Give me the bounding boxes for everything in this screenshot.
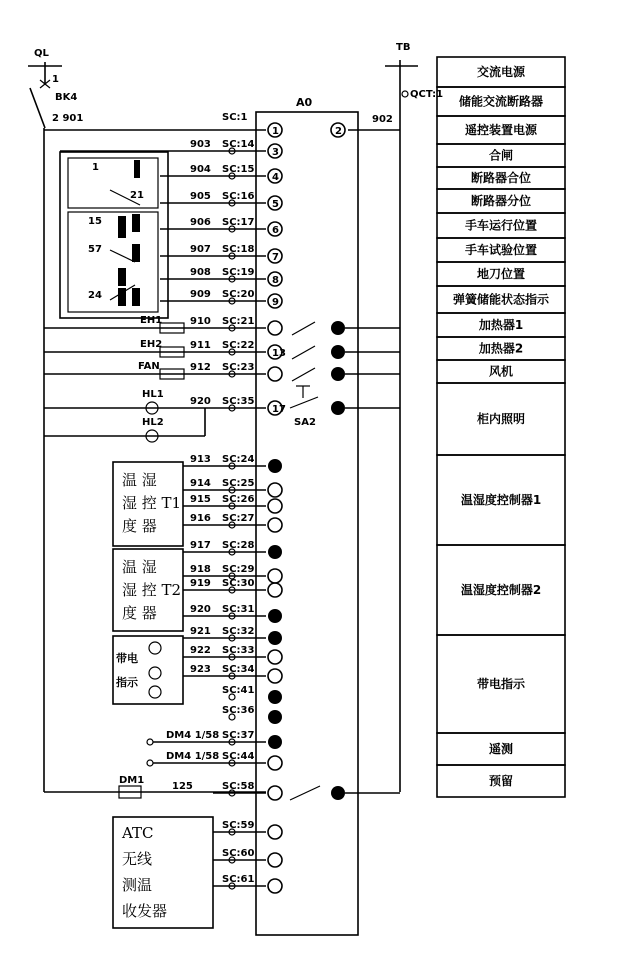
terminal-label: SC:17	[222, 217, 255, 228]
legend-label: 手车试验位置	[464, 243, 538, 257]
pin-number: 5	[272, 199, 279, 210]
left-fuse-label: QL	[34, 48, 49, 59]
terminal-pin	[268, 756, 282, 770]
heater1-label: EH1	[140, 315, 163, 326]
pin-number: 17	[272, 404, 286, 415]
terminal-label: SC:37	[222, 730, 255, 741]
legend-label: 弹簧储能状态指示	[452, 292, 550, 307]
terminal-label: SC:59	[222, 820, 255, 831]
terminal-label: SC:19	[222, 267, 255, 278]
heaters-fan-lamps	[138, 315, 316, 442]
wire-number: 914	[190, 478, 211, 489]
terminal-label: SC:35	[222, 396, 255, 407]
wire-number: 921	[190, 626, 211, 637]
humidity-controller-2	[113, 549, 183, 631]
right-fuse-ref: QCT:1	[410, 89, 444, 100]
legend-label: 遥测	[488, 742, 514, 756]
dm-label: DM4 1/58	[166, 751, 220, 762]
legend-label: 温湿度控制器2	[460, 583, 542, 597]
terminal-label: SC:29	[222, 564, 255, 575]
terminal-pin	[268, 518, 282, 532]
terminal-label: SC:58	[222, 781, 255, 792]
terminal-label: SC:22	[222, 340, 255, 351]
controller-text: 度 器	[122, 517, 157, 535]
terminal-label: SC:44	[222, 751, 255, 762]
left-power-input	[28, 48, 83, 792]
terminal-label: SC:14	[222, 139, 255, 150]
terminal-label: SC:18	[222, 244, 255, 255]
terminal-pin	[268, 459, 282, 473]
atc-receiver-box	[113, 817, 213, 928]
legend-label: 地刀位置	[476, 267, 526, 281]
legend-label: 断路器分位	[470, 194, 532, 208]
switch-pin-bottom: 2 901	[52, 113, 84, 124]
wire-number: 920	[190, 604, 211, 615]
pin-number: 3	[272, 147, 279, 158]
legend-label: 柜内照明	[476, 412, 526, 426]
wire-number: 922	[190, 645, 211, 656]
controller-text: 湿 控 T2	[122, 581, 182, 599]
terminal-pin	[268, 650, 282, 664]
top-terminal-label: SC:1	[222, 112, 248, 123]
terminal-pin	[268, 735, 282, 749]
wire-number: 918	[190, 564, 211, 575]
legend-label: 预留	[488, 774, 514, 788]
legend-label: 合闸	[488, 148, 514, 163]
legend-label: 遥控装置电源	[464, 123, 538, 137]
atc-text: 收发器	[122, 902, 168, 920]
terminal-label: SC:33	[222, 645, 255, 656]
legend-label: 断路器合位	[470, 171, 532, 185]
controller-text: 度 器	[122, 604, 157, 622]
terminal-pin	[268, 367, 282, 381]
atc-text: 测温	[122, 876, 153, 894]
legend-label: 储能交流断路器	[458, 94, 544, 109]
dm-wire-label: 125	[172, 781, 193, 792]
dm-label: DM4 1/58	[166, 730, 220, 741]
wire-number: 907	[190, 244, 211, 255]
function-legend-table	[437, 57, 565, 797]
fan-label: FAN	[138, 361, 160, 372]
terminal-pin	[268, 825, 282, 839]
wire-number: 916	[190, 513, 211, 524]
indicator-text: 带电	[116, 652, 138, 665]
controller-text: 湿 控 T1	[122, 494, 182, 512]
terminal-label: SC:30	[222, 578, 255, 589]
wire-number: 919	[190, 578, 211, 589]
right-power-input	[348, 42, 443, 792]
terminal-pin	[268, 690, 282, 704]
dm-box-label: DM1	[119, 775, 145, 786]
terminal-label: SC:20	[222, 289, 255, 300]
pin-number: 1	[272, 126, 279, 137]
terminal-label: SC:32	[222, 626, 255, 637]
terminal-pin	[268, 499, 282, 513]
legend-label: 加热器2	[478, 341, 524, 356]
switch-pin-top: 1	[52, 74, 59, 85]
wire-number: 909	[190, 289, 211, 300]
terminal-pin	[268, 569, 282, 583]
atc-text: ATC	[122, 824, 154, 842]
terminal-label: SC:23	[222, 362, 255, 373]
terminal-label: SC:24	[222, 454, 255, 465]
auxiliary-contacts	[60, 152, 168, 318]
terminal-pin	[268, 609, 282, 623]
contact-label: 1	[92, 162, 99, 173]
terminal-pin	[268, 853, 282, 867]
wire-number: 917	[190, 540, 211, 551]
terminal-pin	[268, 545, 282, 559]
terminal-label: SC:15	[222, 164, 255, 175]
lamp1-label: HL1	[142, 389, 164, 400]
terminal-label: SC:34	[222, 664, 255, 675]
relay-contacts	[290, 321, 400, 800]
legend-label: 风机	[488, 364, 514, 379]
contact-label: 21	[130, 190, 144, 201]
terminal-label: SC:21	[222, 316, 255, 327]
pin-number: 8	[272, 275, 279, 286]
terminal-rows	[160, 139, 286, 893]
humidity-controller-1	[113, 462, 183, 546]
wire-number: 920	[190, 396, 211, 407]
terminal-label: SC:26	[222, 494, 255, 505]
terminal-pin	[268, 321, 282, 335]
wire-number: 915	[190, 494, 211, 505]
controller-text: 温 湿	[122, 558, 157, 576]
heater2-label: EH2	[140, 339, 163, 350]
contact-label: 15	[88, 216, 102, 227]
terminal-pin	[268, 669, 282, 683]
legend-label: 交流电源	[476, 65, 526, 79]
legend-label: 手车运行位置	[464, 218, 538, 233]
wire-number: 923	[190, 664, 211, 675]
terminal-pin	[268, 710, 282, 724]
right-bus-wire: 902	[372, 114, 393, 125]
pin-number: 13	[272, 348, 286, 359]
terminal-label: SC:16	[222, 191, 255, 202]
lamp2-label: HL2	[142, 417, 164, 428]
device-label: A0	[296, 96, 313, 109]
terminal-pin	[268, 483, 282, 497]
terminal-label: SC:41	[222, 685, 255, 696]
pin-number: 6	[272, 225, 279, 236]
wire-number: 910	[190, 316, 211, 327]
wire-number: 912	[190, 362, 211, 373]
atc-text: 无线	[122, 850, 153, 868]
legend-label: 温湿度控制器1	[460, 493, 542, 507]
terminal-label: SC:28	[222, 540, 255, 551]
legend-label: 带电指示	[476, 677, 526, 691]
wire-number: 908	[190, 267, 211, 278]
wire-number: 904	[190, 164, 211, 175]
terminal-pin	[268, 583, 282, 597]
legend-label: 加热器1	[478, 318, 524, 332]
terminal-pin	[268, 631, 282, 645]
switch-name: BK4	[55, 92, 78, 103]
terminal-label: SC:60	[222, 848, 255, 859]
terminal-pin	[268, 879, 282, 893]
terminal-label: SC:25	[222, 478, 255, 489]
wire-number: 911	[190, 340, 211, 351]
indicator-text: 指示	[116, 676, 138, 689]
wire-number: 903	[190, 139, 211, 150]
live-indicator-box	[113, 636, 183, 704]
pin-number: 9	[272, 297, 279, 308]
contact-label: 24	[88, 290, 102, 301]
controller-text: 温 湿	[122, 471, 157, 489]
contact-label: 57	[88, 244, 102, 255]
pin-number: 4	[272, 172, 279, 183]
wire-number: 906	[190, 217, 211, 228]
terminal-label: SC:31	[222, 604, 255, 615]
wire-number: 913	[190, 454, 211, 465]
terminal-label: SC:27	[222, 513, 255, 524]
pin-number: 7	[272, 252, 279, 263]
right-fuse-label: TB	[396, 42, 411, 53]
wire-number: 905	[190, 191, 211, 202]
pin-number: 2	[335, 126, 342, 137]
terminal-label: SC:36	[222, 705, 255, 716]
lamp-switch-label: SA2	[294, 417, 316, 428]
terminal-pin	[268, 786, 282, 800]
terminal-label: SC:61	[222, 874, 255, 885]
